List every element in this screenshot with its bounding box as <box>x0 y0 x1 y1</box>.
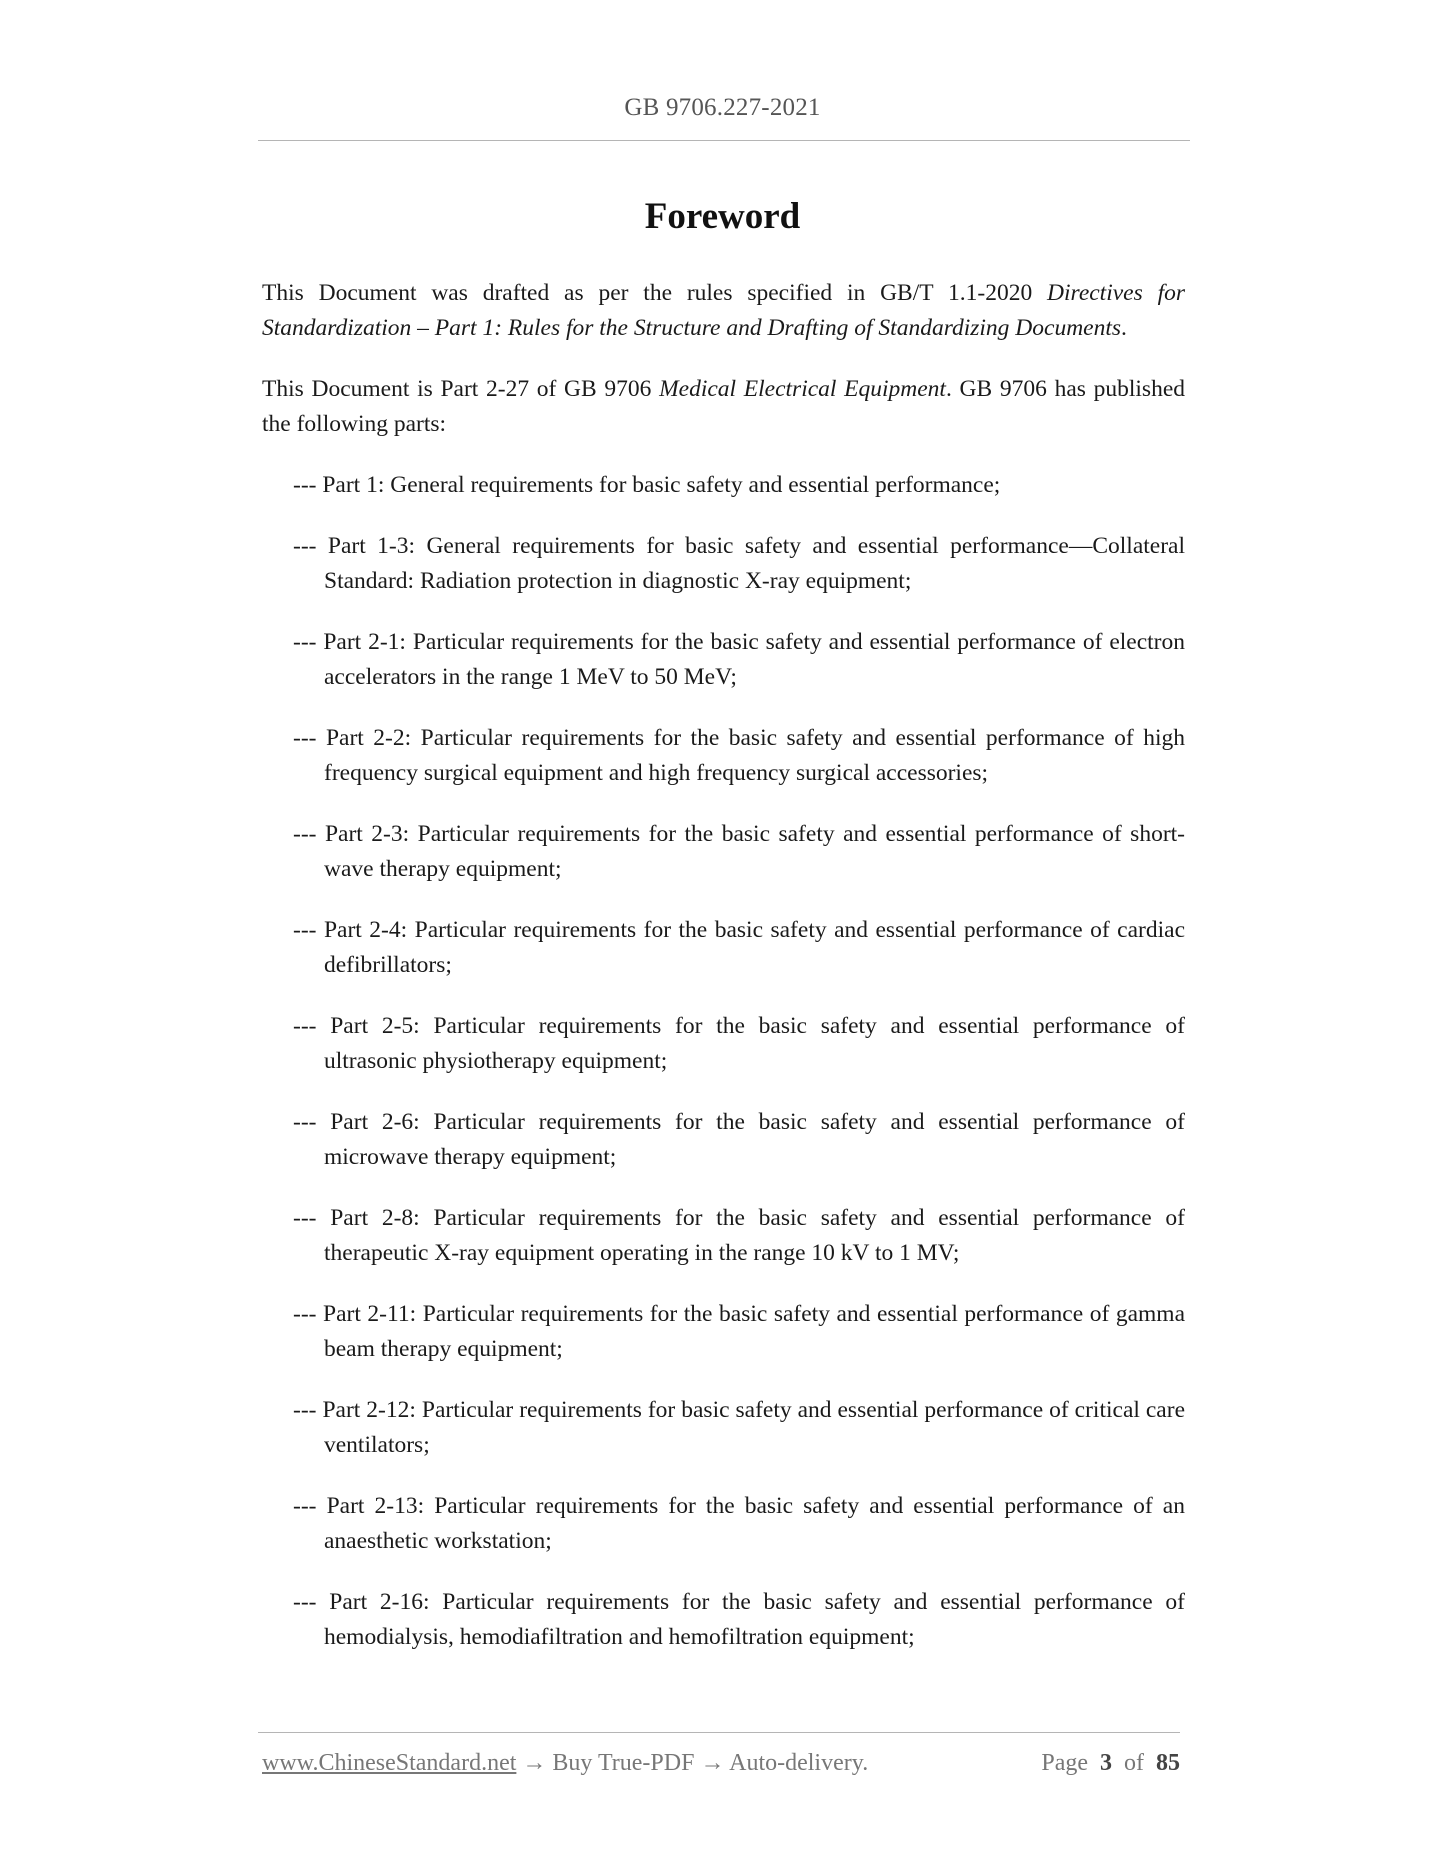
list-item: --- Part 2-11: Particular requirements for the basic safety and essential performance of gamma beam therapy equipment; <box>293 1301 1185 1362</box>
list-item: --- Part 1-3: General requirements for basic safety and essential performance—Collateral Standard: Radiation protection in diagnostic X-ray equipment; <box>293 533 1185 594</box>
footer-divider <box>258 1732 1180 1733</box>
paragraph-drafting-rules <box>262 276 1185 346</box>
paragraph-text: . GB 9706 has published the following parts: <box>262 376 1185 437</box>
site-link[interactable]: www.ChineseStandard.net <box>262 1750 517 1776</box>
list-item: --- Part 2-8: Particular requirements for the basic safety and essential performance of therapeutic X-ray equipment operating in the range 10 kV to 1 MV; <box>293 1205 1185 1266</box>
page-of: of <box>1124 1750 1144 1776</box>
series-title: Medical Electrical Equipment <box>659 376 946 402</box>
header-standard-code: GB 9706.227-2021 <box>624 94 821 121</box>
paragraph-part-of-series <box>262 372 1185 442</box>
foreword-body <box>262 276 1185 1681</box>
paragraph-text: This Document is Part 2-27 of GB 9706 <box>262 376 660 402</box>
list-item: --- Part 2-1: Particular requirements for the basic safety and essential performance of electron accelerators in the range 1 MeV to 50 MeV; <box>293 629 1185 690</box>
page-title: Foreword <box>644 196 801 237</box>
list-item: --- Part 2-5: Particular requirements for the basic safety and essential performance of ultrasonic physiotherapy equipment; <box>293 1013 1185 1074</box>
list-item: --- Part 2-13: Particular requirements for the basic safety and essential performance of an anaesthetic workstation; <box>293 1493 1185 1554</box>
list-item: --- Part 2-12: Particular requirements for basic safety and essential performance of critical care ventilators; <box>293 1397 1185 1458</box>
list-item: --- Part 2-2: Particular requirements for the basic safety and essential performance of high frequency surgical equipment and high frequency surgical accessories; <box>293 725 1185 786</box>
list-item: --- Part 2-6: Particular requirements for the basic safety and essential performance of microwave therapy equipment; <box>293 1109 1185 1170</box>
page-word: Page <box>1041 1750 1088 1776</box>
page-total: 85 <box>1156 1750 1180 1776</box>
cited-document-title: Directives for Standardization – Part 1: Rules for the Structure and Drafting of Standardizing Documents <box>262 280 1185 341</box>
page-number <box>1041 1750 1180 1777</box>
footer-promo: → Buy True-PDF → Auto-delivery. <box>516 1750 869 1776</box>
list-item: --- Part 2-4: Particular requirements for the basic safety and essential performance of cardiac defibrillators; <box>293 917 1185 978</box>
list-item: --- Part 2-3: Particular requirements for the basic safety and essential performance of short-wave therapy equipment; <box>293 821 1185 882</box>
page-footer <box>262 1750 1180 1777</box>
paragraph-text: . <box>1121 315 1127 341</box>
header-divider <box>258 140 1190 141</box>
list-item: --- Part 1: General requirements for basic safety and essential performance; <box>293 472 1001 498</box>
page-current: 3 <box>1100 1750 1112 1776</box>
list-item: --- Part 2-16: Particular requirements for the basic safety and essential performance of hemodialysis, hemodiafiltration and hemofiltration equipment; <box>293 1589 1185 1650</box>
footer-left <box>262 1750 868 1777</box>
paragraph-text: This Document was drafted as per the rules specified in GB/T 1.1-2020 <box>262 280 1048 306</box>
published-parts-list <box>262 468 1185 1655</box>
